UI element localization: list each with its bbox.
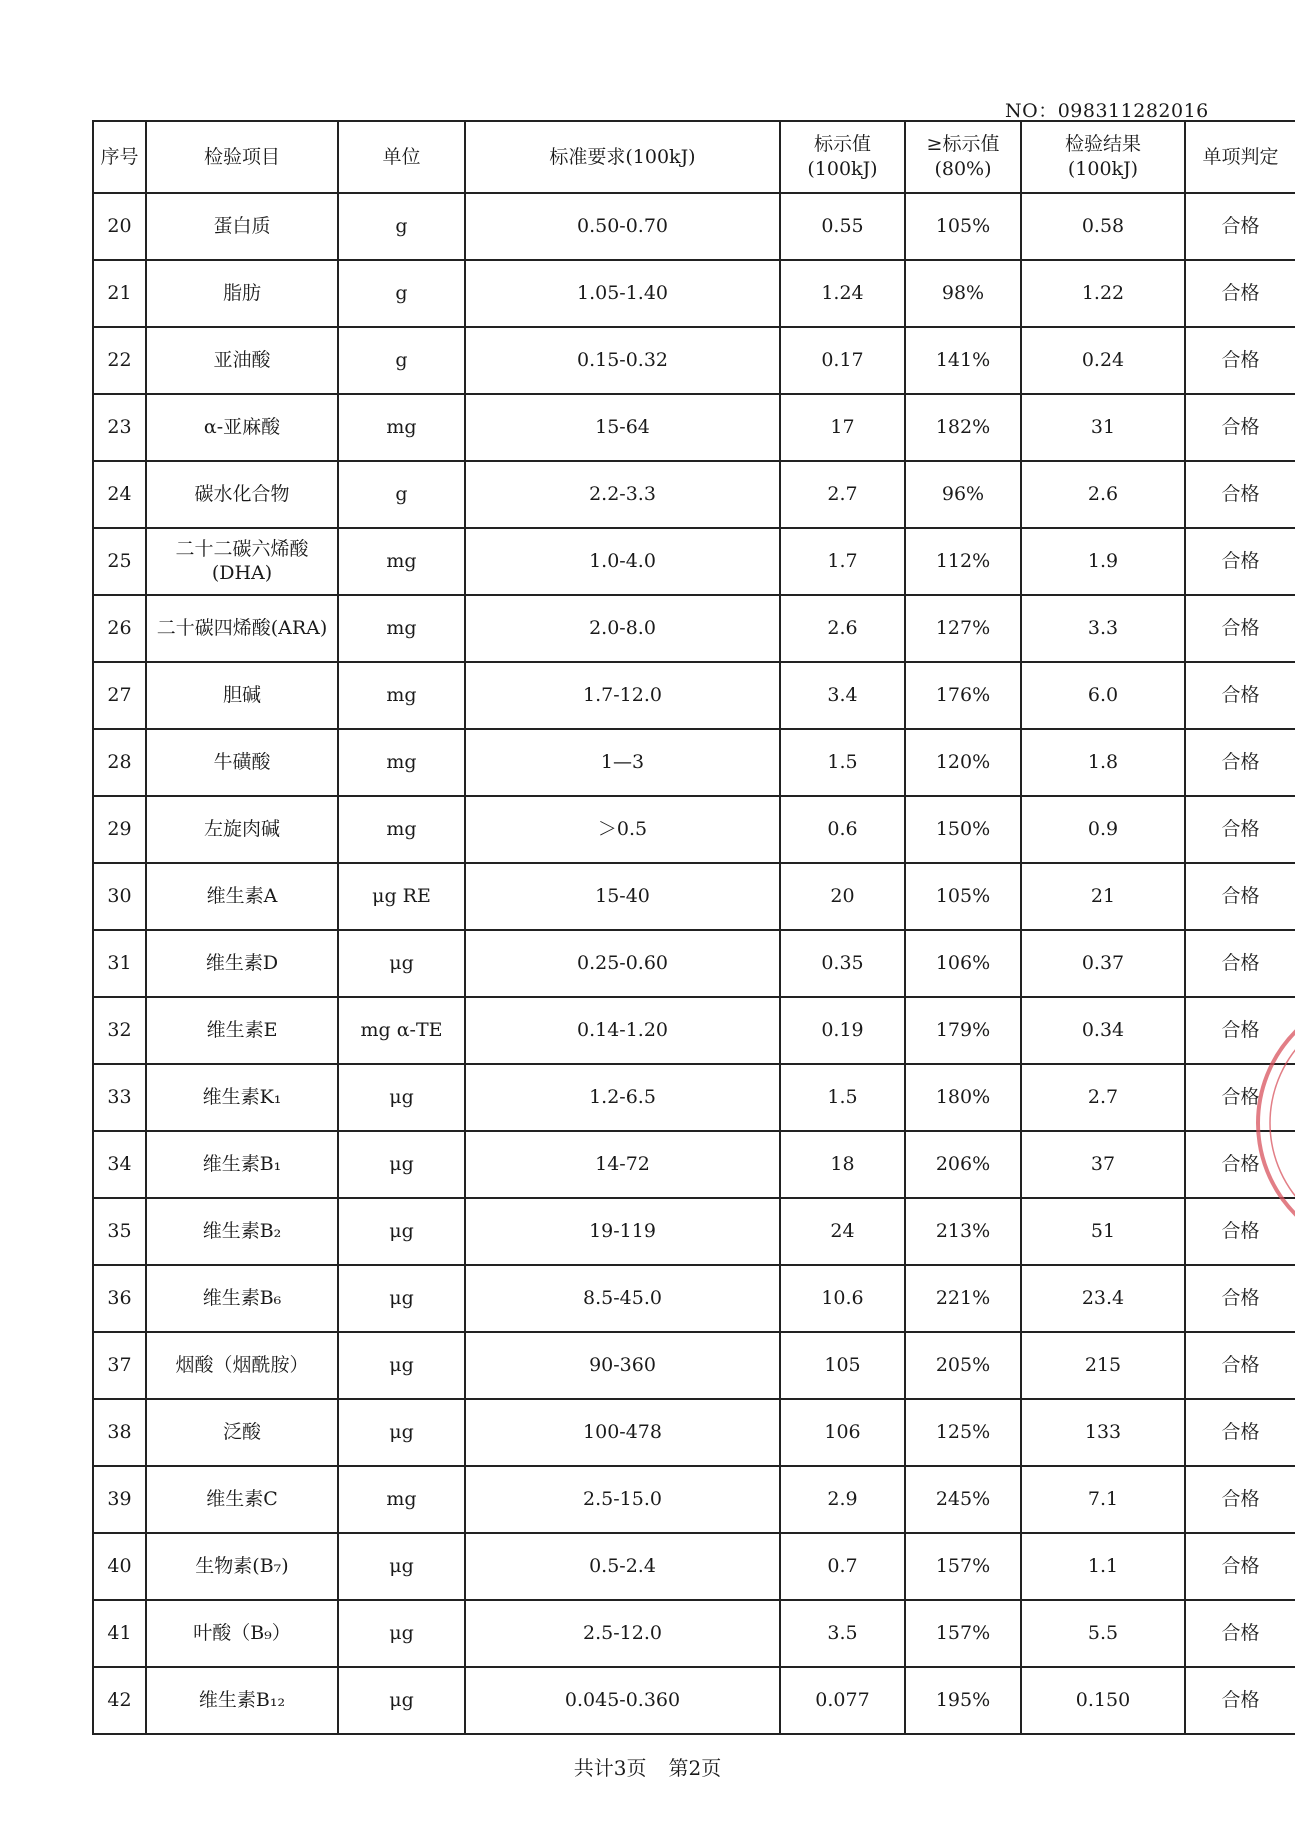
cell-result: 31 [1021, 394, 1185, 461]
cell-unit: μg [338, 1064, 465, 1131]
cell-standard: 0.5-2.4 [465, 1533, 780, 1600]
header-standard: 标准要求(100kJ) [465, 121, 780, 193]
cell-index: 31 [93, 930, 146, 997]
cell-standard: 2.0-8.0 [465, 595, 780, 662]
cell-label-value: 3.5 [780, 1600, 905, 1667]
cell-result: 5.5 [1021, 1600, 1185, 1667]
cell-standard: 2.5-12.0 [465, 1600, 780, 1667]
cell-standard: 1.2-6.5 [465, 1064, 780, 1131]
table-row [93, 1265, 1295, 1332]
cell-result: 23.4 [1021, 1265, 1185, 1332]
cell-percent-of-label: 157% [905, 1600, 1021, 1667]
cell-result: 51 [1021, 1198, 1185, 1265]
cell-standard: 8.5-45.0 [465, 1265, 780, 1332]
cell-judgement: 合格 [1185, 1064, 1295, 1131]
cell-judgement: 合格 [1185, 1265, 1295, 1332]
cell-percent-of-label: 105% [905, 193, 1021, 260]
cell-percent-of-label: 98% [905, 260, 1021, 327]
cell-index: 41 [93, 1600, 146, 1667]
cell-label-value: 1.5 [780, 729, 905, 796]
cell-label-value: 0.19 [780, 997, 905, 1064]
cell-standard: 0.25-0.60 [465, 930, 780, 997]
cell-percent-of-label: 112% [905, 528, 1021, 595]
cell-index: 23 [93, 394, 146, 461]
cell-label-value: 18 [780, 1131, 905, 1198]
cell-index: 26 [93, 595, 146, 662]
cell-unit: g [338, 461, 465, 528]
cell-item: 亚油酸 [146, 327, 338, 394]
table-row [93, 1198, 1295, 1265]
cell-judgement: 合格 [1185, 193, 1295, 260]
cell-result: 215 [1021, 1332, 1185, 1399]
cell-percent-of-label: 105% [905, 863, 1021, 930]
cell-standard: 100-478 [465, 1399, 780, 1466]
cell-index: 37 [93, 1332, 146, 1399]
cell-label-value: 2.6 [780, 595, 905, 662]
table-header-row [93, 121, 1295, 193]
cell-unit: μg [338, 1198, 465, 1265]
cell-percent-of-label: 221% [905, 1265, 1021, 1332]
cell-item: 胆碱 [146, 662, 338, 729]
header-result-line2: (100kJ) [1067, 158, 1139, 180]
cell-index: 39 [93, 1466, 146, 1533]
inspection-table [92, 120, 1295, 1735]
header-label-value [780, 121, 905, 193]
cell-judgement: 合格 [1185, 528, 1295, 595]
cell-index: 33 [93, 1064, 146, 1131]
header-ge-label-value-line1: ≥标示值 [926, 133, 1000, 156]
cell-judgement: 合格 [1185, 863, 1295, 930]
cell-label-value: 17 [780, 394, 905, 461]
cell-standard: 1.05-1.40 [465, 260, 780, 327]
cell-judgement: 合格 [1185, 1399, 1295, 1466]
cell-index: 27 [93, 662, 146, 729]
cell-standard: 1—3 [465, 729, 780, 796]
cell-unit: μg RE [338, 863, 465, 930]
cell-percent-of-label: 176% [905, 662, 1021, 729]
cell-label-value: 0.35 [780, 930, 905, 997]
cell-item: 维生素B₁ [146, 1131, 338, 1198]
cell-percent-of-label: 206% [905, 1131, 1021, 1198]
page-footer [0, 1752, 1295, 1781]
cell-label-value: 3.4 [780, 662, 905, 729]
cell-result: 0.150 [1021, 1667, 1185, 1734]
table-row [93, 796, 1295, 863]
table-row [93, 394, 1295, 461]
cell-label-value: 2.7 [780, 461, 905, 528]
cell-index: 38 [93, 1399, 146, 1466]
cell-index: 25 [93, 528, 146, 595]
cell-unit: μg [338, 1332, 465, 1399]
cell-label-value: 20 [780, 863, 905, 930]
cell-item: 二十碳四烯酸(ARA) [146, 595, 338, 662]
cell-item: 脂肪 [146, 260, 338, 327]
cell-standard: 19-119 [465, 1198, 780, 1265]
current-page: 第2页 [668, 1756, 722, 1780]
cell-result: 6.0 [1021, 662, 1185, 729]
cell-result: 37 [1021, 1131, 1185, 1198]
table-row [93, 260, 1295, 327]
cell-judgement: 合格 [1185, 327, 1295, 394]
cell-item: 维生素E [146, 997, 338, 1064]
cell-unit: mg α-TE [338, 997, 465, 1064]
cell-label-value: 0.077 [780, 1667, 905, 1734]
cell-standard: ＞0.5 [465, 796, 780, 863]
header-label-value-line1: 标示值 [813, 133, 871, 156]
cell-index: 34 [93, 1131, 146, 1198]
table-row [93, 863, 1295, 930]
cell-item: 维生素B₆ [146, 1265, 338, 1332]
cell-item: α-亚麻酸 [146, 394, 338, 461]
cell-judgement: 合格 [1185, 796, 1295, 863]
cell-result: 21 [1021, 863, 1185, 930]
table-row [93, 930, 1295, 997]
cell-unit: mg [338, 1466, 465, 1533]
cell-label-value: 105 [780, 1332, 905, 1399]
cell-unit: μg [338, 1600, 465, 1667]
cell-item: 维生素C [146, 1466, 338, 1533]
cell-percent-of-label: 157% [905, 1533, 1021, 1600]
cell-item: 碳水化合物 [146, 461, 338, 528]
table-row [93, 528, 1295, 595]
total-pages: 共计3页 [573, 1756, 647, 1780]
cell-standard: 0.045-0.360 [465, 1667, 780, 1734]
header-ge-label-value-line2: (80%) [934, 158, 992, 180]
cell-judgement: 合格 [1185, 930, 1295, 997]
cell-standard: 15-64 [465, 394, 780, 461]
cell-percent-of-label: 106% [905, 930, 1021, 997]
header-result [1021, 121, 1185, 193]
cell-percent-of-label: 141% [905, 327, 1021, 394]
cell-judgement: 合格 [1185, 260, 1295, 327]
cell-percent-of-label: 180% [905, 1064, 1021, 1131]
cell-judgement: 合格 [1185, 461, 1295, 528]
cell-item: 左旋肉碱 [146, 796, 338, 863]
cell-index: 32 [93, 997, 146, 1064]
cell-index: 29 [93, 796, 146, 863]
cell-result: 1.1 [1021, 1533, 1185, 1600]
cell-unit: mg [338, 394, 465, 461]
cell-result: 1.9 [1021, 528, 1185, 595]
cell-result: 0.24 [1021, 327, 1185, 394]
table-row [93, 1466, 1295, 1533]
cell-standard: 0.50-0.70 [465, 193, 780, 260]
cell-index: 30 [93, 863, 146, 930]
table-row [93, 662, 1295, 729]
cell-judgement: 合格 [1185, 1466, 1295, 1533]
cell-unit: μg [338, 1131, 465, 1198]
cell-percent-of-label: 179% [905, 997, 1021, 1064]
cell-standard: 90-360 [465, 1332, 780, 1399]
cell-judgement: 合格 [1185, 595, 1295, 662]
cell-standard: 1.0-4.0 [465, 528, 780, 595]
cell-percent-of-label: 245% [905, 1466, 1021, 1533]
table-row [93, 1533, 1295, 1600]
cell-standard: 1.7-12.0 [465, 662, 780, 729]
cell-index: 40 [93, 1533, 146, 1600]
cell-label-value: 1.24 [780, 260, 905, 327]
cell-index: 21 [93, 260, 146, 327]
cell-unit: g [338, 327, 465, 394]
cell-unit: μg [338, 1667, 465, 1734]
cell-percent-of-label: 182% [905, 394, 1021, 461]
header-item: 检验项目 [146, 121, 338, 193]
cell-label-value: 1.5 [780, 1064, 905, 1131]
cell-percent-of-label: 125% [905, 1399, 1021, 1466]
cell-unit: μg [338, 1533, 465, 1600]
cell-result: 7.1 [1021, 1466, 1185, 1533]
cell-unit: g [338, 260, 465, 327]
cell-judgement: 合格 [1185, 1600, 1295, 1667]
cell-percent-of-label: 120% [905, 729, 1021, 796]
cell-judgement: 合格 [1185, 1198, 1295, 1265]
cell-index: 42 [93, 1667, 146, 1734]
cell-item: 烟酸（烟酰胺） [146, 1332, 338, 1399]
cell-result: 2.6 [1021, 461, 1185, 528]
table-body [93, 193, 1295, 1734]
cell-label-value: 10.6 [780, 1265, 905, 1332]
cell-label-value: 0.55 [780, 193, 905, 260]
cell-standard: 2.2-3.3 [465, 461, 780, 528]
table-row [93, 1600, 1295, 1667]
table-row [93, 1667, 1295, 1734]
cell-percent-of-label: 195% [905, 1667, 1021, 1734]
cell-judgement: 合格 [1185, 1131, 1295, 1198]
cell-judgement: 合格 [1185, 1332, 1295, 1399]
table-row [93, 595, 1295, 662]
cell-result: 0.9 [1021, 796, 1185, 863]
report-number: NO：098311282016 [1005, 100, 1209, 122]
cell-standard: 0.15-0.32 [465, 327, 780, 394]
cell-standard: 0.14-1.20 [465, 997, 780, 1064]
cell-result: 0.58 [1021, 193, 1185, 260]
table-row [93, 1332, 1295, 1399]
header-judgement: 单项判定 [1185, 121, 1295, 193]
cell-item: 叶酸（B₉） [146, 1600, 338, 1667]
cell-judgement: 合格 [1185, 997, 1295, 1064]
cell-index: 20 [93, 193, 146, 260]
cell-judgement: 合格 [1185, 662, 1295, 729]
cell-standard: 15-40 [465, 863, 780, 930]
cell-result: 1.8 [1021, 729, 1185, 796]
cell-index: 28 [93, 729, 146, 796]
header-label-value-line2: (100kJ) [807, 158, 878, 180]
cell-judgement: 合格 [1185, 1533, 1295, 1600]
cell-result: 3.3 [1021, 595, 1185, 662]
cell-unit: mg [338, 528, 465, 595]
cell-label-value: 1.7 [780, 528, 905, 595]
cell-judgement: 合格 [1185, 394, 1295, 461]
cell-unit: mg [338, 595, 465, 662]
header-index: 序号 [93, 121, 146, 193]
cell-item: 泛酸 [146, 1399, 338, 1466]
cell-percent-of-label: 96% [905, 461, 1021, 528]
cell-label-value: 0.7 [780, 1533, 905, 1600]
table-row [93, 461, 1295, 528]
cell-result: 2.7 [1021, 1064, 1185, 1131]
cell-item: 牛磺酸 [146, 729, 338, 796]
cell-item: 维生素B₁₂ [146, 1667, 338, 1734]
cell-index: 24 [93, 461, 146, 528]
table-row [93, 997, 1295, 1064]
cell-standard: 14-72 [465, 1131, 780, 1198]
cell-index: 22 [93, 327, 146, 394]
table-row [93, 1131, 1295, 1198]
cell-unit: μg [338, 930, 465, 997]
cell-percent-of-label: 205% [905, 1332, 1021, 1399]
cell-result: 0.34 [1021, 997, 1185, 1064]
cell-item: 维生素D [146, 930, 338, 997]
cell-item: 二十二碳六烯酸 (DHA) [146, 528, 338, 595]
table-row [93, 1399, 1295, 1466]
cell-label-value: 2.9 [780, 1466, 905, 1533]
cell-item: 维生素K₁ [146, 1064, 338, 1131]
cell-label-value: 0.17 [780, 327, 905, 394]
cell-label-value: 24 [780, 1198, 905, 1265]
table-row [93, 193, 1295, 260]
cell-item: 生物素(B₇) [146, 1533, 338, 1600]
cell-percent-of-label: 150% [905, 796, 1021, 863]
cell-percent-of-label: 213% [905, 1198, 1021, 1265]
cell-item: 维生素A [146, 863, 338, 930]
header-result-line1: 检验结果 [1064, 133, 1141, 156]
cell-result: 133 [1021, 1399, 1185, 1466]
cell-percent-of-label: 127% [905, 595, 1021, 662]
cell-judgement: 合格 [1185, 729, 1295, 796]
table-row [93, 1064, 1295, 1131]
cell-result: 1.22 [1021, 260, 1185, 327]
cell-index: 36 [93, 1265, 146, 1332]
cell-judgement: 合格 [1185, 1667, 1295, 1734]
header-ge-label-value [905, 121, 1021, 193]
cell-unit: mg [338, 662, 465, 729]
table-row [93, 729, 1295, 796]
cell-item: 维生素B₂ [146, 1198, 338, 1265]
cell-unit: μg [338, 1265, 465, 1332]
cell-result: 0.37 [1021, 930, 1185, 997]
cell-index: 35 [93, 1198, 146, 1265]
cell-label-value: 0.6 [780, 796, 905, 863]
cell-standard: 2.5-15.0 [465, 1466, 780, 1533]
cell-unit: mg [338, 796, 465, 863]
cell-unit: mg [338, 729, 465, 796]
table-row [93, 327, 1295, 394]
cell-unit: g [338, 193, 465, 260]
cell-label-value: 106 [780, 1399, 905, 1466]
cell-unit: μg [338, 1399, 465, 1466]
cell-item: 蛋白质 [146, 193, 338, 260]
header-unit: 单位 [338, 121, 465, 193]
